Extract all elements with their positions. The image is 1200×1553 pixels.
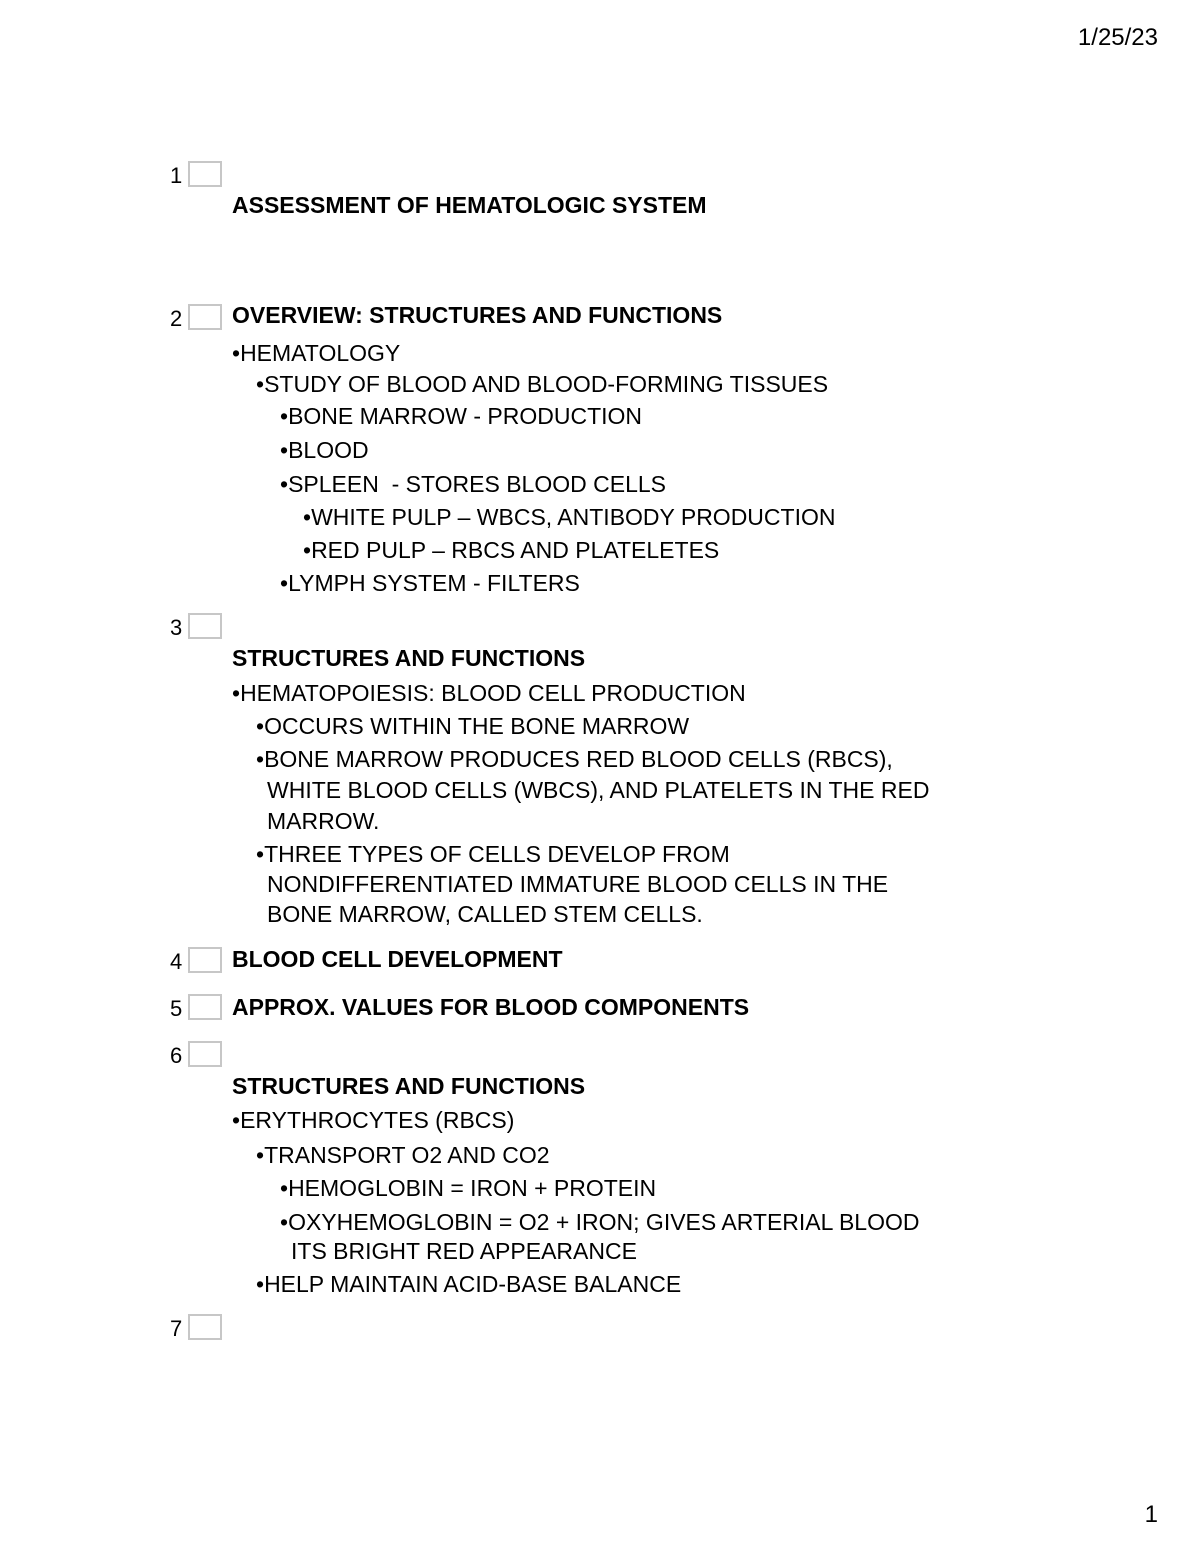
slide-title: APPROX. VALUES FOR BLOOD COMPONENTS — [232, 994, 750, 1020]
bullet-item: •OCCURS WITHIN THE BONE MARROW — [256, 713, 690, 739]
bullet-item: •SPLEEN - STORES BLOOD CELLS — [280, 471, 666, 497]
bullet-continuation: MARROW. — [267, 808, 380, 834]
slide-number: 1 — [170, 163, 183, 188]
bullet-continuation: ITS BRIGHT RED APPEARANCE — [291, 1238, 637, 1264]
bullet-item: •ERYTHROCYTES (RBCS) — [232, 1107, 515, 1133]
bullet-item: •LYMPH SYSTEM - FILTERS — [280, 570, 580, 596]
slide-number: 5 — [170, 996, 183, 1021]
slide-number: 2 — [170, 306, 183, 331]
slide-number: 3 — [170, 615, 183, 640]
bullet-item: •BONE MARROW PRODUCES RED BLOOD CELLS (RBCS), — [256, 746, 893, 772]
page-number: 1 — [1144, 1501, 1158, 1528]
slide-title: ASSESSMENT OF HEMATOLOGIC SYSTEM — [232, 192, 707, 218]
slide-thumbnail-box — [188, 1314, 222, 1340]
bullet-item: •HEMATOPOIESIS: BLOOD CELL PRODUCTION — [232, 680, 746, 706]
slide-title: STRUCTURES AND FUNCTIONS — [232, 645, 586, 671]
slide-title: OVERVIEW: STRUCTURES AND FUNCTIONS — [232, 302, 723, 328]
bullet-item: •STUDY OF BLOOD AND BLOOD-FORMING TISSUES — [256, 371, 829, 397]
slide-thumbnail-box — [188, 947, 222, 973]
page-date: 1/25/23 — [1077, 24, 1158, 51]
bullet-item: •RED PULP – RBCS AND PLATELETES — [303, 537, 720, 563]
bullet-item: •WHITE PULP – WBCS, ANTIBODY PRODUCTION — [303, 504, 836, 530]
slide-title: STRUCTURES AND FUNCTIONS — [232, 1073, 586, 1099]
bullet-item: •OXYHEMOGLOBIN = O2 + IRON; GIVES ARTERIAL BLOOD — [280, 1209, 920, 1235]
bullet-item: •HELP MAINTAIN ACID-BASE BALANCE — [256, 1271, 682, 1297]
slide-thumbnail-box — [188, 994, 222, 1020]
slide-number: 4 — [170, 949, 183, 974]
bullet-continuation: WHITE BLOOD CELLS (WBCS), AND PLATELETS IN THE RED — [267, 777, 930, 803]
slide-thumbnail-box — [188, 1041, 222, 1067]
bullet-continuation: NONDIFFERENTIATED IMMATURE BLOOD CELLS IN THE — [267, 871, 889, 897]
bullet-item: •BONE MARROW - PRODUCTION — [280, 403, 643, 429]
bullet-item: •TRANSPORT O2 AND CO2 — [256, 1142, 550, 1168]
slide-thumbnail-box — [188, 161, 222, 187]
slide-thumbnail-box — [188, 304, 222, 330]
bullet-item: •THREE TYPES OF CELLS DEVELOP FROM — [256, 841, 730, 867]
slide-title: BLOOD CELL DEVELOPMENT — [232, 946, 563, 972]
bullet-item: •HEMATOLOGY — [232, 340, 401, 366]
slide-thumbnail-box — [188, 613, 222, 639]
bullet-item: •HEMOGLOBIN = IRON + PROTEIN — [280, 1175, 657, 1201]
bullet-item: •BLOOD — [280, 437, 369, 463]
bullet-continuation: BONE MARROW, CALLED STEM CELLS. — [267, 901, 703, 927]
slide-number: 7 — [170, 1316, 183, 1341]
slide-number: 6 — [170, 1043, 183, 1068]
